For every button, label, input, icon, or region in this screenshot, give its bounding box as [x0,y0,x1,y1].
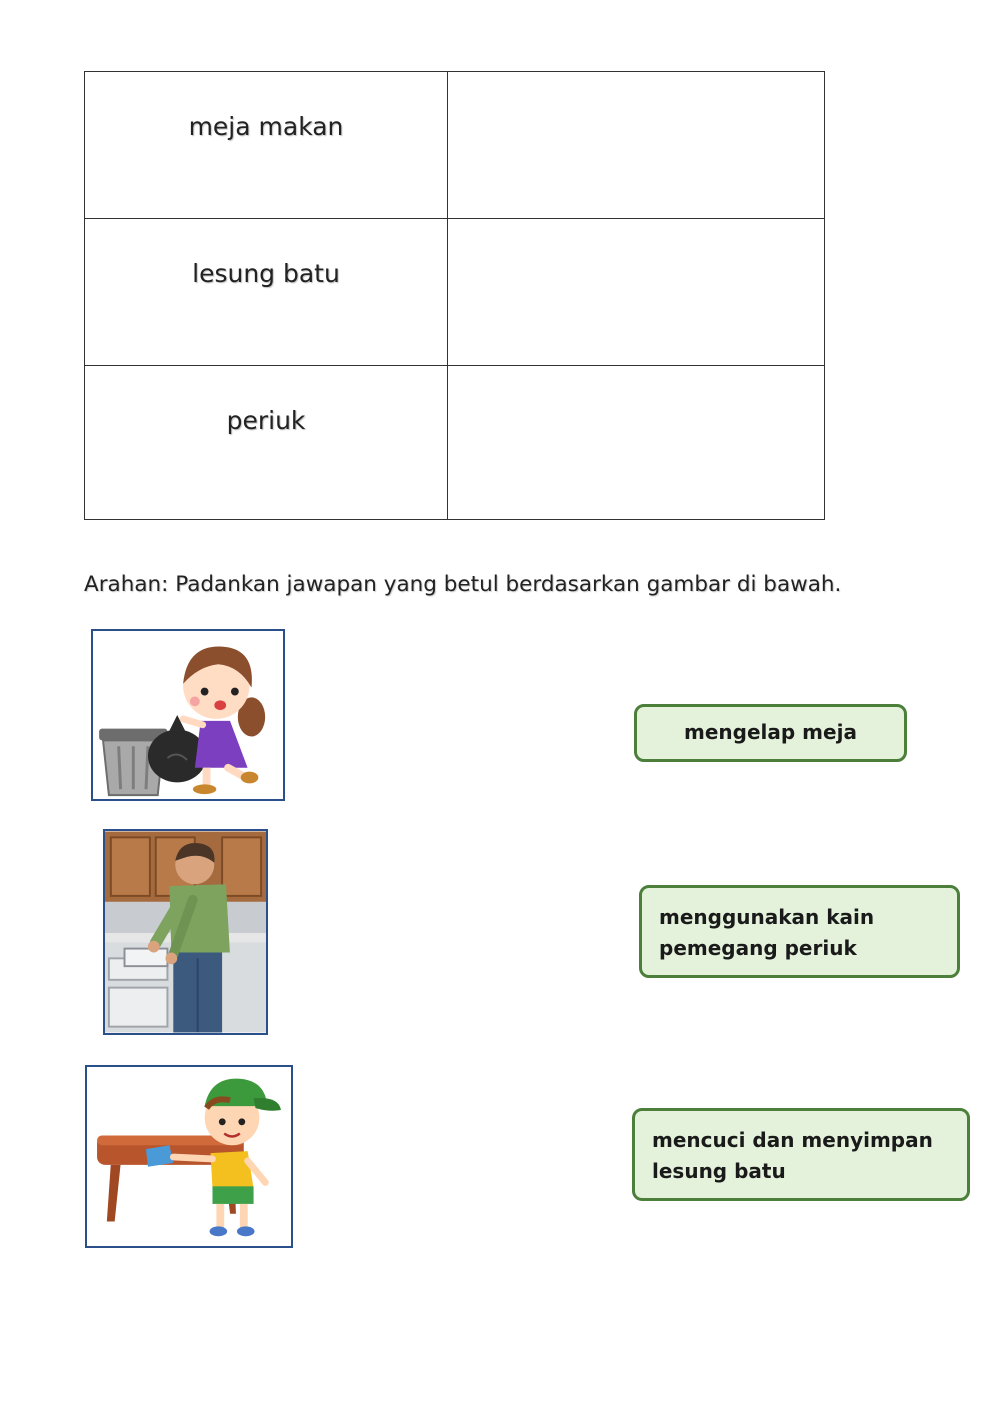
instruction-text: Arahan: Padankan jawapan yang betul berdasarkan gambar di bawah. [84,572,842,597]
row-label-periuk: periuk [226,406,306,435]
table-cell-label [85,72,448,219]
man-drawer-picture [103,829,268,1035]
answer-option-label: mengelap meja [684,720,857,744]
answer-option-label: mencuci dan menyimpan lesung batu [652,1128,933,1183]
item-table [84,71,825,520]
girl-trash-illustration [93,631,283,799]
table-cell-label [85,366,448,520]
answer-drop-zone[interactable] [448,219,825,366]
table-row [85,72,825,219]
boy-wiping-table-picture [85,1065,293,1248]
man-drawer-illustration [105,831,266,1033]
boy-wiping-table-illustration [87,1067,291,1246]
answer-drop-zone[interactable] [448,366,825,520]
answer-option-lesung-batu[interactable] [632,1108,970,1201]
row-label-meja-makan: meja makan [188,112,344,141]
girl-trash-picture [91,629,285,801]
answer-drop-zone[interactable] [448,72,825,219]
table-row [85,219,825,366]
table-cell-label [85,219,448,366]
answer-option-mengelap-meja[interactable] [634,704,907,762]
answer-option-label: menggunakan kain pemegang periuk [659,905,875,960]
answer-option-kain-pemegang-periuk[interactable] [639,885,960,978]
table-row [85,366,825,520]
row-label-lesung-batu: lesung batu [192,259,340,288]
